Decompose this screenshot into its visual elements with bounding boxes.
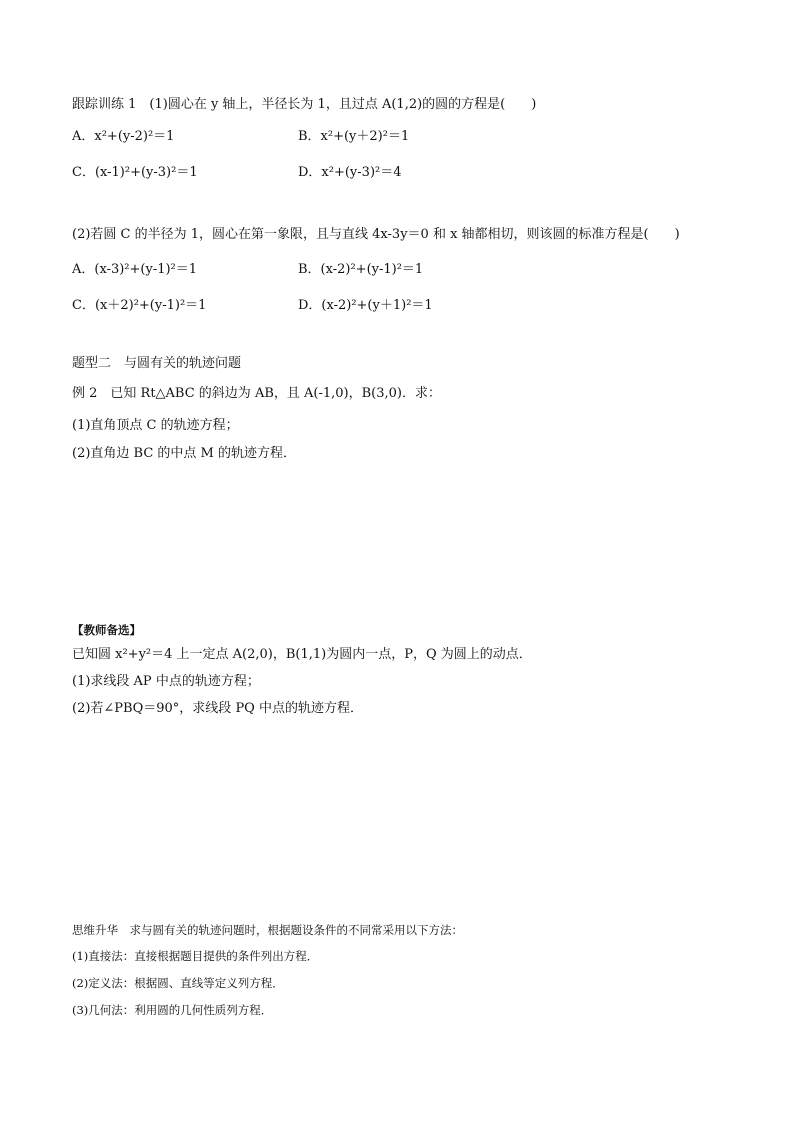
summary-heading: 思维升华 求与圆有关的轨迹问题时，根据题设条件的不同常采用以下方法： bbox=[72, 923, 463, 937]
example-2-stem: 例 2 已知 Rt△ABC 的斜边为 AB，且 A(-1,0)，B(3,0)．求： bbox=[72, 386, 441, 401]
q2-option-a: A．(x-3)²+(y-1)²＝1 bbox=[72, 262, 198, 277]
q2-option-d: D．(x-2)²+(y＋1)²＝1 bbox=[298, 298, 433, 313]
q2-option-c: C．(x＋2)²+(y-1)²＝1 bbox=[72, 298, 207, 313]
q1-option-c: C．(x-1)²+(y-3)²＝1 bbox=[72, 165, 198, 180]
teacher-backup-part-1: (1)求线段 AP 中点的轨迹方程； bbox=[72, 674, 260, 689]
practice-1-q2-stem: (2)若圆 C 的半径为 1，圆心在第一象限，且与直线 4x-3y＝0 和 x 轴都相切，则该圆的标准方程是( ) bbox=[72, 227, 680, 242]
summary-item-1: (1)直接法：直接根据题目提供的条件列出方程． bbox=[72, 949, 319, 963]
example-2-part-1: (1)直角顶点 C 的轨迹方程； bbox=[72, 418, 239, 433]
example-2-part-2: (2)直角边 BC 的中点 M 的轨迹方程． bbox=[72, 446, 296, 461]
summary-item-3: (3)几何法：利用圆的几何性质列方程． bbox=[72, 1003, 273, 1017]
q2-option-b: B．(x-2)²+(y-1)²＝1 bbox=[298, 262, 424, 277]
summary-item-2: (2)定义法：根据圆、直线等定义列方程． bbox=[72, 976, 284, 990]
practice-1-q1-stem: 跟踪训练 1 (1)圆心在 y 轴上，半径长为 1，且过点 A(1,2)的圆的方程是( ) bbox=[72, 97, 537, 112]
teacher-backup-heading: 【教师备选】 bbox=[72, 623, 141, 637]
type-2-title: 题型二 与圆有关的轨迹问题 bbox=[72, 356, 242, 371]
q1-option-a: A．x²+(y-2)²＝1 bbox=[72, 129, 175, 144]
q1-option-b: B．x²+(y＋2)²＝1 bbox=[298, 129, 410, 144]
teacher-backup-part-2: (2)若∠PBQ＝90°，求线段 PQ 中点的轨迹方程． bbox=[72, 701, 363, 716]
teacher-backup-stem: 已知圆 x²+y²＝4 上一定点 A(2,0)，B(1,1)为圆内一点，P，Q 为圆上的动点． bbox=[72, 647, 532, 662]
q1-option-d: D．x²+(y-3)²＝4 bbox=[298, 165, 402, 180]
